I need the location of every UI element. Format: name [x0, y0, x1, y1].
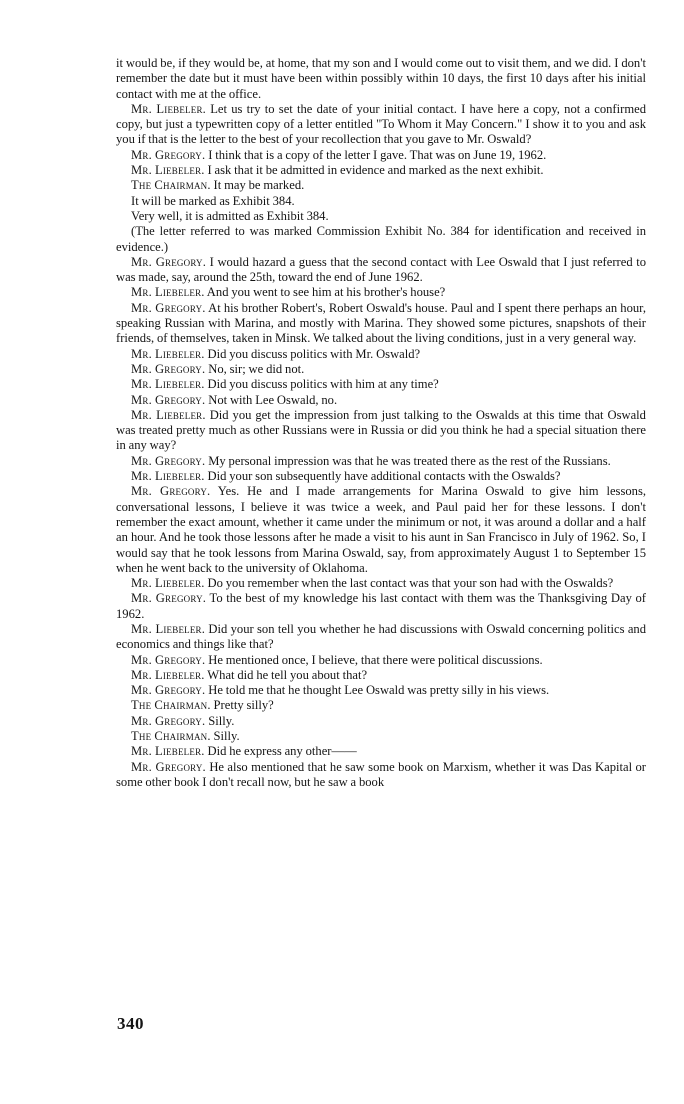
paragraph-text: It may be marked.: [213, 178, 305, 193]
paragraph-14: [116, 377, 646, 392]
paragraph-text: Did he express any other——: [207, 744, 357, 759]
speaker-label: Mr. Liebeler.: [131, 469, 205, 484]
paragraph-text: Did your son subsequently have additional contacts with the Oswalds?: [207, 469, 561, 484]
paragraph-text: Yes. He and I made arrangements for Marina Oswald to give him lessons, conversational lessons, I believe it was twice a week, and Paul paid her for these lessons. I don't remember the exact amount, whether it came under the minimum or not, it was around a dollar and a half an hour. And he took those lessons after he made a visit to his aunt in San Francisco in July of 1962. So, I would say that he took lessons from Marina Oswald, say, from approximately August 1 to September 15 when he went back to the university of Oklahoma.: [116, 484, 646, 575]
paragraph-1: [116, 56, 646, 102]
speaker-label: Mr. Gregory.: [131, 300, 206, 315]
paragraph-12: [116, 347, 646, 362]
speaker-label: Mr. Gregory.: [131, 254, 207, 269]
paragraph-text: Very well, it is admitted as Exhibit 384.: [131, 208, 329, 223]
paragraph-13: [116, 362, 646, 377]
paragraph-text: Not with Lee Oswald, no.: [208, 392, 338, 407]
page-number: 340: [117, 1014, 144, 1033]
paragraph-text: At his brother Robert's, Robert Oswald's house. Paul and I spent there perhaps an hour, speaking Russian with Marina, and mostly with Marina. They showed some pictures, snapshots of their friends, of themselves, taken in Minsk. We talked about the living conditions, just in a very general way.: [116, 300, 646, 346]
speaker-label: Mr. Liebeler.: [131, 744, 205, 759]
paragraph-text: Silly.: [213, 729, 240, 744]
paragraph-17: [116, 454, 646, 469]
paragraph-text: To the best of my knowledge his last contact with them was the Thanksgiving Day of 1962.: [116, 591, 646, 621]
paragraph-10: [116, 285, 646, 300]
paragraph-text: I ask that it be admitted in evidence and marked as the next exhibit.: [207, 163, 544, 178]
speaker-label: Mr. Gregory.: [131, 484, 211, 499]
speaker-label: Mr. Liebeler.: [131, 285, 205, 300]
paragraph-9: [116, 255, 646, 286]
paragraph-24: [116, 668, 646, 683]
speaker-label: Mr. Liebeler.: [131, 377, 205, 392]
speaker-label: Mr. Liebeler.: [131, 346, 205, 361]
paragraph-5: [116, 178, 646, 193]
speaker-label: Mr. Gregory.: [131, 759, 206, 774]
paragraph-text: He mentioned once, I believe, that there were political discussions.: [208, 652, 543, 667]
speaker-label: Mr. Gregory.: [131, 683, 206, 698]
paragraph-3: [116, 148, 646, 163]
paragraph-text: Do you remember when the last contact was that your son had with the Oswalds?: [207, 576, 614, 591]
paragraph-28: [116, 729, 646, 744]
paragraph-text: Pretty silly?: [213, 698, 274, 713]
speaker-label: The Chairman.: [131, 729, 211, 744]
speaker-label: Mr. Gregory.: [131, 713, 206, 728]
speaker-label: Mr. Gregory.: [131, 453, 206, 468]
paragraph-text: And you went to see him at his brother's house?: [206, 285, 446, 300]
speaker-label: Mr. Gregory.: [131, 652, 206, 667]
paragraph-29: [116, 744, 646, 759]
paragraph-15: [116, 393, 646, 408]
paragraph-text: I would hazard a guess that the second contact with Lee Oswald that I just referred to was made, say, around the 25th, toward the end of June 1962.: [116, 254, 646, 285]
paragraph-text: Let us try to set the date of your initial contact. I have here a copy, not a confirmed copy, but just a typewritten copy of a letter entitled "To Whom it May Concern." I show it to you and ask you if that is the letter to the best of your recollection that you gave to Mr. Oswald?: [116, 101, 646, 147]
speaker-label: Mr. Liebeler.: [131, 407, 206, 422]
paragraph-23: [116, 653, 646, 668]
paragraph-22: [116, 622, 646, 653]
speaker-label: Mr. Liebeler.: [131, 163, 205, 178]
paragraph-27: [116, 714, 646, 729]
paragraph-25: [116, 683, 646, 698]
paragraph-30: [116, 760, 646, 791]
speaker-label: Mr. Gregory.: [131, 147, 206, 162]
paragraph-text: He told me that he thought Lee Oswald was pretty silly in his views.: [208, 683, 550, 698]
paragraph-6: [116, 194, 646, 209]
speaker-label: The Chairman.: [131, 178, 211, 193]
paragraph-text: Did you discuss politics with him at any time?: [207, 377, 439, 392]
speaker-label: Mr. Liebeler.: [131, 101, 206, 116]
paragraph-text: Did your son tell you whether he had discussions with Oswald concerning politics and economics and things like that?: [116, 621, 646, 652]
speaker-label: Mr. Gregory.: [131, 591, 207, 606]
paragraph-text: What did he tell you about that?: [207, 667, 368, 682]
paragraph-text: Silly.: [208, 713, 235, 728]
speaker-label: Mr. Liebeler.: [131, 576, 205, 591]
paragraph-text: He also mentioned that he saw some book on Marxism, whether it was Das Kapital or some other book I don't recall now, but he saw a book: [116, 759, 646, 789]
paragraph-8: [116, 224, 646, 255]
paragraph-4: [116, 163, 646, 178]
paragraph-20: [116, 576, 646, 591]
paragraph-2: [116, 102, 646, 148]
speaker-label: Mr. Gregory.: [131, 392, 206, 407]
paragraph-text: My personal impression was that he was treated there as the rest of the Russians.: [208, 453, 611, 468]
paragraph-text: it would be, if they would be, at home, that my son and I would come out to visit them, and we did. I don't remember the date but it must have been within possibly within 10 days, the first 10 days after his initial contact with me at the office.: [116, 56, 646, 101]
paragraph-text: I think that is a copy of the letter I gave. That was on June 19, 1962.: [208, 147, 547, 162]
paragraph-text: Did you get the impression from just talking to the Oswalds at this time that Oswald was treated pretty much as other Russians were in Russia or did you think he had a special situation there in any way?: [116, 407, 646, 453]
transcript-page: [116, 56, 646, 790]
paragraph-19: [116, 484, 646, 576]
paragraph-11: [116, 301, 646, 347]
paragraph-21: [116, 591, 646, 622]
paragraph-text: Did you discuss politics with Mr. Oswald?: [207, 346, 421, 361]
speaker-label: Mr. Gregory.: [131, 361, 206, 376]
speaker-label: Mr. Liebeler.: [131, 621, 206, 636]
paragraph-text: (The letter referred to was marked Commission Exhibit No. 384 for identification and received in evidence.): [116, 224, 646, 254]
paragraph-7: [116, 209, 646, 224]
paragraph-16: [116, 408, 646, 454]
paragraph-text: It will be marked as Exhibit 384.: [131, 193, 295, 208]
paragraph-26: [116, 698, 646, 713]
paragraph-text: No, sir; we did not.: [208, 361, 305, 376]
speaker-label: Mr. Liebeler.: [131, 667, 205, 682]
paragraph-18: [116, 469, 646, 484]
speaker-label: The Chairman.: [131, 698, 211, 713]
